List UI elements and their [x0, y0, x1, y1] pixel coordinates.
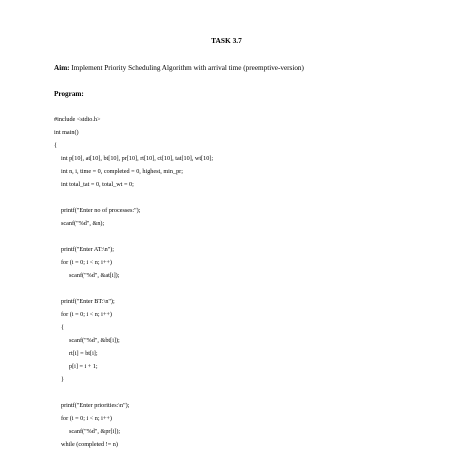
code-line: for (i = 0; i < n; i++) — [61, 259, 112, 266]
code-line: } — [61, 376, 64, 383]
program-label: Program: — [54, 90, 84, 98]
code-line: int p[10], at[10], bt[10], pr[10], rt[10], ct[10], tat[10], wt[10]; — [61, 155, 214, 162]
code-line: while (completed != n) — [61, 441, 118, 448]
code-line: #include <stdio.h> — [54, 116, 101, 123]
code-line: scanf("%d", &at[i]); — [69, 272, 120, 279]
code-line: int total_tat = 0, total_wt = 0; — [61, 181, 134, 188]
aim-text: Implement Priority Scheduling Algorithm with arrival time (preemptive-version) — [69, 64, 304, 72]
code-line: rt[i] = bt[i]; — [69, 350, 98, 357]
page-title: TASK 3.7 — [211, 36, 242, 45]
code-line: scanf("%d", &n); — [61, 220, 105, 227]
code-line: scanf("%d", &pr[i]); — [69, 428, 121, 435]
code-line: printf("Enter BT:\n"); — [61, 298, 115, 305]
code-line: printf("Enter AT:\n"); — [61, 246, 115, 253]
code-line: printf("Enter no of processes:"); — [61, 207, 141, 214]
code-line: int n, i, time = 0, completed = 0, highest, min_pr; — [61, 168, 183, 175]
code-line: printf("Enter priorities:\n"); — [61, 402, 130, 409]
code-line: p[i] = i + 1; — [69, 363, 98, 370]
aim-line — [54, 64, 304, 73]
code-line: scanf("%d", &bt[i]); — [69, 337, 120, 344]
code-line: { — [54, 142, 57, 149]
code-line: for (i = 0; i < n; i++) — [61, 311, 112, 318]
aim-label: Aim: — [54, 64, 70, 72]
code-line: int main() — [54, 129, 79, 136]
code-line: { — [61, 324, 64, 331]
code-line: for (i = 0; i < n; i++) — [61, 415, 112, 422]
